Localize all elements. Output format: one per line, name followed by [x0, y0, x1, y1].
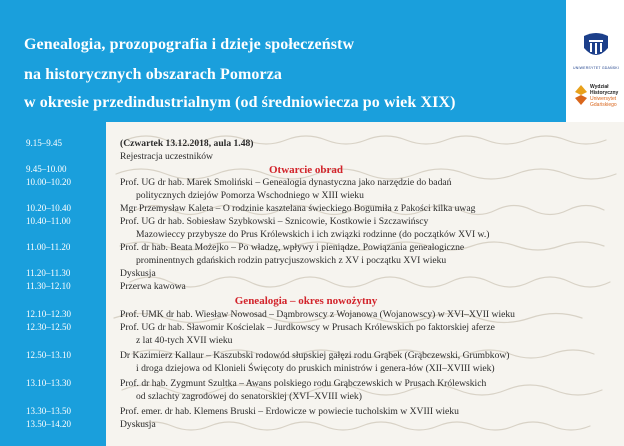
session-time: 11.00–11.20 — [26, 242, 71, 252]
section-heading: Otwarcie obrad — [268, 164, 344, 176]
session-time: 13.50–14.20 — [26, 419, 71, 429]
session-time: 12.30–12.50 — [26, 322, 71, 332]
session-time: 9.15–9.45 — [26, 138, 62, 148]
session-title: Dyskusja — [120, 268, 156, 279]
session-title: Prof. dr hab. Beata Możejko – Po władzę, wpływy i pieniądze. Powiązania genealogiczne — [120, 242, 465, 253]
session-title: Prof. UG dr hab. Sławomir Kościelak – Jurdkowscy w Prusach Królewskich po faktorskiej aferze — [120, 322, 495, 333]
title-banner — [0, 0, 566, 122]
faculty-name-line: Gdańskiego — [590, 102, 617, 108]
session-time: 12.10–12.30 — [26, 309, 71, 319]
session-time: 11.20–11.30 — [26, 268, 71, 278]
title-line-3: w okresie przedindustrialnym (od średniowiecza po wiek XIX) — [24, 94, 456, 111]
session-title: politycznych dziejów Pomorza Wschodniego w XIII wieku — [136, 190, 364, 201]
faculty-name — [590, 84, 624, 108]
session-title: od szlachty zagrodowej do senatorskiej (XVI–XVIII wiek) — [136, 391, 362, 402]
session-title: (Czwartek 13.12.2018, aula 1.48) — [120, 138, 254, 149]
session-title: Mazowieccy przybysze do Prus Królewskich i ich związki rodzinne (do początków XVI w.) — [136, 229, 490, 240]
session-title: i droga dziejowa od Klonieli Święcoty do pruskich ministrów i genera-łów (XII–XVIII wiek) — [136, 363, 495, 374]
session-title: Prof. UG dr hab. Marek Smoliński – Genealogia dynastyczna jako narzędzie do badań — [120, 177, 452, 188]
session-time: 11.30–12.10 — [26, 281, 71, 291]
faculty-name-line: Uniwersytet — [590, 96, 617, 102]
section-heading: Genealogia – okres nowożytny — [234, 295, 378, 307]
session-title: Prof. UG dr hab. Sobiesław Szybkowski – Sznicowie, Kostkowie i Szczawińscy — [120, 216, 429, 227]
session-title: z lat 40-tych XVII wieku — [136, 335, 233, 346]
session-title: Prof. dr hab. Zygmunt Szultka – Awans polskiego rodu Grąbczewskich w Prusach Królewskich — [120, 378, 487, 389]
session-title: Dr Kazimierz Kallaur – Kaszubski rodowód słupskiej gałęzi rodu Grąbek (Grąbczewski, Grumbkow) — [120, 350, 510, 361]
session-time: 10.20–10.40 — [26, 203, 71, 213]
session-time: 10.00–10.20 — [26, 177, 71, 187]
title-line-1: Genealogia, prozopografia i dzieje społeczeństw — [24, 36, 355, 53]
session-time: 10.40–11.00 — [26, 216, 71, 226]
session-title: Przerwa kawowa — [120, 281, 186, 292]
session-time: 13.30–13.50 — [26, 406, 71, 416]
faculty-name-line: Historyczny — [590, 90, 619, 96]
session-title: prominentnych gdańskich rodzin patrycjuszowskich z XV i początku XVI wieku — [136, 255, 447, 266]
session-title: Prof. emer. dr hab. Klemens Bruski – Erdowicze w powiecie tucholskim w XVIII wieku — [120, 406, 459, 417]
session-time: 9.45–10.00 — [26, 164, 67, 174]
logo-panel — [566, 0, 624, 122]
session-title: Prof. UMK dr hab. Wiesław Nowosad – Dąmbrowscy z Wojanowa (Wojanowscy) w XVI–XVII wieku — [120, 309, 515, 320]
faculty-logo-icon — [574, 84, 588, 106]
session-title: Rejestracja uczestników — [120, 151, 213, 162]
program-schedule — [0, 130, 624, 446]
university-logo-icon — [578, 28, 614, 64]
title-line-2: na historycznych obszarach Pomorza — [24, 66, 283, 83]
faculty-name-line: Wydział — [590, 84, 609, 90]
session-time: 13.10–13.30 — [26, 378, 71, 388]
university-caption: UNIWERSYTET GDAŃSKI — [573, 66, 619, 70]
session-title: Dyskusja — [120, 419, 156, 430]
session-title: Mgr Przemysław Kaleta – O rodzinie kasztelana świeckiego Bogumiła z Pakości kilka uwag — [120, 203, 476, 214]
session-time: 12.50–13.10 — [26, 350, 71, 360]
